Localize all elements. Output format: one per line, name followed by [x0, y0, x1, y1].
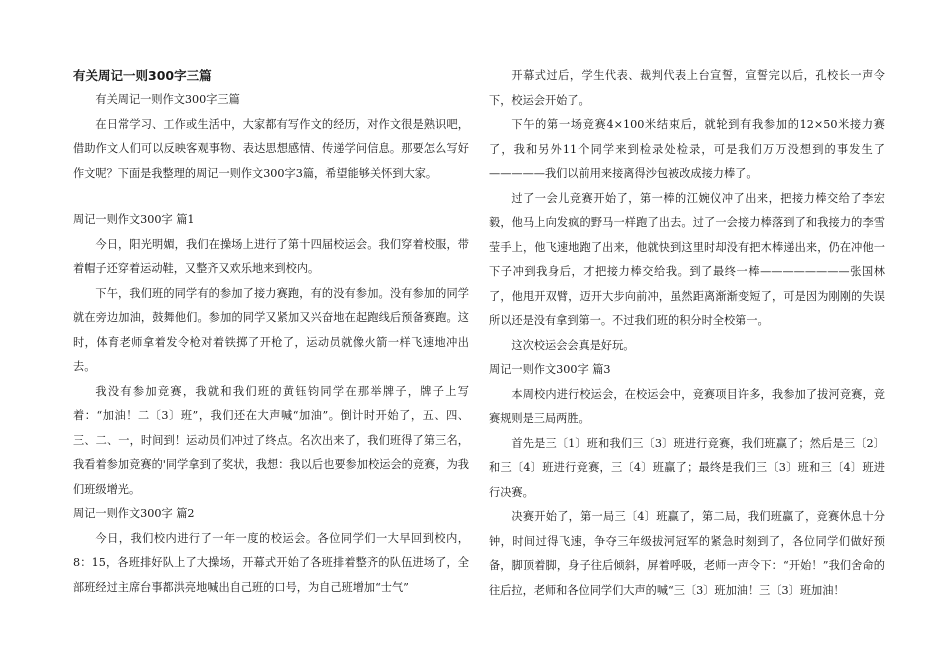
section2-heading: 周记一则作文300字 篇2 [73, 507, 195, 520]
section2-paragraph-3: 下午的第一场竞赛4×100米结束后，就轮到有我参加的12×50米接力赛了，我和另外11个同学来到检录处检录，可是我们万万没想到的事发生了—————我们以前用来接离得沙包被改成接力棒了。 [489, 118, 885, 180]
section2-paragraph-5: 这次校运会会真是好玩。 [511, 338, 635, 352]
section2-paragraph-2: 开幕式过后，学生代表、裁判代表上台宣誓，宣誓完以后，孔校长一声令下，校运会开始了。 [489, 69, 885, 107]
section1-paragraph-1: 今日，阳光明媚，我们在操场上进行了第十四届校运会。我们穿着校服，带着帽子还穿着运动鞋，又整齐又欢乐地来到校内。 [73, 237, 469, 275]
section3-paragraph-3: 决赛开始了，第一局三〔4〕班赢了，第二局，我们班赢了，竞赛休息十分钟，时间过得飞速，争夺三年级拔河冠军的紧急时刻到了，各位同学们做好预备，脚顶着脚，身子往后倾斜，屏着呼吸，老师一声令下：“开始！”我们舍命的往后拉，老师和各位同学们大声的喊“三〔3〕班加油！三〔3〕班加油！ [489, 510, 885, 597]
section2-paragraph-4: 过了一会儿竞赛开始了，第一棒的江婉仪冲了出来，把接力棒交给了李宏毅，他马上向发疯的野马一样跑了出去。过了一会接力棒落到了和我接力的李雪莹手上，他飞速地跑了出来，他就快到这里时却没有把木棒递出来，仍在冲他一下子冲到我身后，才把接力棒交给我。到了最终一棒————————张国林了，他甩开双臂，迈开大步向前冲，虽然距离渐渐变短了，可是因为刚刚的失误所以还是没有拿到第一。不过我们班的积分时全校第一。 [489, 191, 885, 327]
section-spacer [73, 186, 469, 208]
document-title: 有关周记一则300字三篇 [73, 68, 212, 83]
section3-paragraph-2: 首先是三〔1〕班和我们三〔3〕班进行竞赛，我们班赢了；然后是三〔2〕和三〔4〕班进行竞赛，三〔4〕班赢了；最终是我们三〔3〕班和三〔4〕班进行决赛。 [489, 436, 885, 499]
section1-paragraph-2: 下午，我们班的同学有的参加了接力赛跑，有的没有参加。没有参加的同学就在旁边加油，鼓舞他们。参加的同学又紧加又兴奋地在起跑线后预备赛跑。这时，体育老师拿着发令枪对着铁掷了开枪了，运动员就像火箭一样飞速地冲出去。 [73, 286, 469, 373]
section1-heading: 周记一则作文300字 篇1 [73, 213, 195, 226]
section3-heading: 周记一则作文300字 篇3 [489, 363, 611, 376]
right-column [489, 64, 885, 603]
intro-paragraph: 在日常学习、工作或生活中，大家都有写作文的经历，对作文很是熟识吧，借助作文人们可以反映客观事物、表达思想感情、传递学问信息。那要怎么写好作文呢？下面是我整理的周记一则作文300字3篇，希望能够关怀到大家。 [73, 117, 469, 180]
section2-paragraph-1: 今日，我们校内进行了一年一度的校运会。各位同学们一大早回到校内，8：15，各班排好队上了大操场，开幕式开始了各班排着整齐的队伍进场了，全部班经过主席台事都洪亮地喊出自己班的口号，为自己班增加“士气” [73, 531, 469, 594]
section1-paragraph-3: 我没有参加竞赛，我就和我们班的黄钰钧同学在那举牌子，牌子上写着：“加油！二〔3〕班”，我们还在大声喊“加油”。倒计时开始了，五、四、三、二、一，时间到！运动员们冲过了终点。名次出来了，我们班得了第三名，我看着参加竞赛的'同学拿到了奖状，我想：我以后也要参加校运会的竞赛，为我们班级增光。 [73, 384, 469, 496]
left-column [73, 64, 469, 600]
document-subtitle: 有关周记一则作文300字三篇 [95, 93, 240, 106]
section3-paragraph-1: 本周校内进行校运会，在校运会中，竞赛项目许多，我参加了拔河竞赛，竞赛规则是三局两胜。 [489, 387, 885, 425]
